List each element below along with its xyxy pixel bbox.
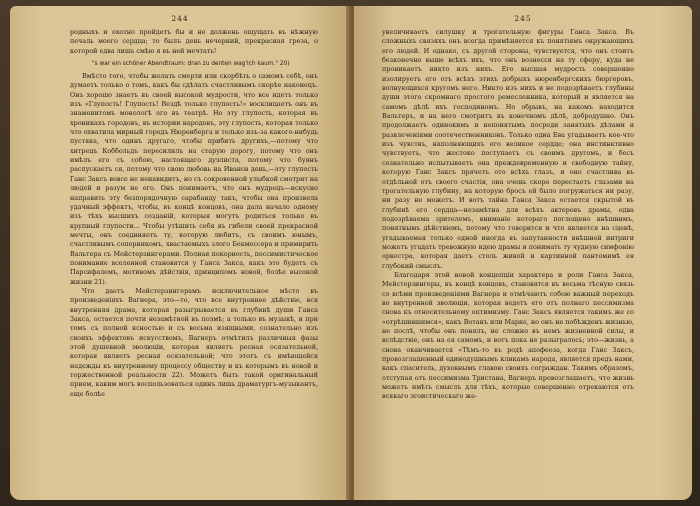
open-book xyxy=(10,6,692,500)
paragraph: увеличиваетъ силушку и трогательную фигуры Ганса Закса. Въ сложныхъ связяхъ онъ всегда примѣняется къ понятіямъ окружающихъ его людей. И однако, съ другой стороны, чувствуется, что онъ стоитъ безконечно выше всѣхъ ихъ, что онъ вознесся на ту сферу, куда не проникаетъ никто изъ нихъ. Его высшая мудрость совершенно изолируетъ его отъ всѣхъ этихъ добрыхъ нюренбергскихъ бюргеровъ, волнующихся кругомъ него. Никто изъ нихъ и не подозрѣваетъ глубины души этого скромнаго простого ремесленника, который и является на самомъ дѣлѣ ихъ господиномъ. Но обрывъ, на какомъ находится Вальтеръ, и на него смотритъ въ конечномъ дѣлѣ, добродушно. Онъ продолжаетъ одинокимъ и непонятымъ посреди занятыхъ дѣлами и развлеченіями соотечественниковъ. Только одна Ева угадываетъ кое-что изъ чувствъ, наполняющихъ его великое сердце; она инстинктивно чувствуетъ, что жестоко поступаетъ съ своимъ другомъ, и бесъ сознательно испытываетъ она преждевременную и свободную тайну, которую Ганс Заксъ прячетъ ото всѣхъ глазъ, и оно счастлива въ отдѣльной отъ своего счастія, она очень скоро перестаетъ глазами на трогательную глубину, на которую бросъ ей было погружаться ни разу, ни разу не можетъ. И вотъ тайна Ганса Закса остается скрытой въ глубинѣ его сердца—незамѣтна для всѣхъ актеровъ драмы, едва подозрѣваема зрителемъ, вниманіе котораго поглощено внѣшнимъ, понятнымъ дѣйствіемъ, потому что говорится и что является на сценѣ, угадываемая только одной иногда въ запутанности внѣшней интриги можетъ угадать тревожную идею драмы и понимать ту чудную симфонію оркестра, которая даетъ столь живой и картинной пантомимѣ ея глубокий смыслъ. xyxy=(382,28,634,270)
left-page xyxy=(10,6,350,500)
page-text xyxy=(382,28,634,402)
page-number: 245 xyxy=(514,14,532,23)
page-text xyxy=(70,28,318,399)
right-page xyxy=(354,6,692,500)
paragraph: родныхъ и охотно пройдетъ бы и не должень ощущать въ нѣжную печаль моего сердца; то былъ день нечерний, прекрасная греза, о которой едва лишь смѣю я въ ней мечтать! xyxy=(70,28,318,55)
paragraph: Что даетъ Мейстерзингерамъ исключительное мѣсто въ произведеніяхъ Вагнера, это—то, что все внутреннее дѣйствіе, вся внутренняя драма, которая разыгрывается въ глубинѣ души Ганса Закса, остается почти незамѣтной въ поэмѣ; а только въ музыкѣ, и при томъ съ полной ясностью и съ весьма изящными, сознательно изъ своихъ эффектовъ искусствомъ, Вагнеръ отмѣтилъ различныя фазы этой душевной эволюціи, которая являетъ ресная осязательной, которая являетъ ресная осязательной; что этотъ съ имѣющейся надежды къ внутреннему процессу обществу и къ которымъ въ новой и торжественной реальности 22). Можетъ быть такой оригинальный прием, каким могъ воспользоваться одинъ лишь драматургъ-музыкантъ, еще болѣе xyxy=(70,286,318,398)
page-number: 244 xyxy=(171,14,189,23)
paragraph: Вмѣсто того, чтобы желать смерти или скорбѣть о самомъ себѣ, онъ думаетъ только о томъ, какъ бы сдѣлать счастливымъ скорѣе наконецъ. Онъ хорошо знаетъ въ своей высокой мудрости, что все идетъ только изъ «Глупость! Глупость! Вездѣ только глупость!» восклицаетъ онъ въ знаменитомъ монологѣ его въ театрѣ. Но эту глупость, которая въ хроникахъ городовъ, въ истории народовъ, эту глупость, которая только что охватила мирный городъ Нюренберга и только изъ-за какого-нибудь пустяка, что одинъ другаго, чтобы прибить другихъ,—потому что хитрецъ Коббольдъ пересилилъ на старую дорогу, потому что онъ имѣлъ его съ собою, настоящаго дуэлиста, потому что буянъ распускаетъ ся, потому что свою любовь на Иванов день,—эту глупость Ганс Заксъ вовсе не ненавидитъ, но съ сокровенной улыбкой смотрит на людей и разум не его. Онъ понимаетъ, что онъ мудрецъ—искусно направить эту безпорядочную сарабанду такъ, чтобы она произвела удачный эффектъ, чтобы, въ концѣ концовъ, она дала начало одному изъ тѣхъ высшихъ созданій, которыя могутъ родиться только въ крупный глупости... Чтобы утѣшить себя въ гибели своей прекрасной мечты, онъ соединяетъ ту, которую любитъ, съ своимъ юнымъ, счастливымъ соперникомъ, хвастаемыхъ злого Бекмессера и примирить Вальтера съ Мейстерзингерами. Полная покорность, пессимистическое понимание вселенной становятся у Ганса Закса, какъ это будетъ съ Парсифалемъ, мотивомъ дѣйствія, принципомъ новой, болѣе высокой жизни 21). xyxy=(70,72,318,286)
quote: "s war ein schöner Abendtraum: dran zu denten wag'ich kaum." 20) xyxy=(92,61,290,68)
paragraph: Благодаря этой новой концепціи характера и роли Ганса Закса, Мейстерзингеры, въ концѣ концовъ, становятся въ весьма тѣсную связь со всѣми произведеніями Вагнера и отмѣчаютъ собою важный переходъ во внутренней эволюціи, которая ведетъ его отъ полнаго пессимизма снова къ относительному оптимизму. Ганс Заксъ является такимъ же со «отрѣшившимся», какъ Вотанъ или Марке, но онъ не побѣжденъ жизнью, не послѣ, чтобы онъ понялъ, не сложно въ немъ жизненной силы, и вслѣдствіе, онъ на ея самомъ, и вотъ пока не разыгралось; это—жизнь, а снова оканчивается «Тѣмъ-то въ родѣ апофеоза, когда Ганс Заксъ, провозглашенный единодушнымъ кликамъ народа, является предъ нами, какъ спаситель, духовнымъ главою своихъ сограждан. Такимъ образомъ, отступая отъ пессимизма Тристана, Вагнеръ провозглашаетъ, что жизнь можетъ имѣть смыслъ для тѣхъ, которые совершенно отрекаются отъ всякаго эгоистическаго же- xyxy=(382,270,634,401)
